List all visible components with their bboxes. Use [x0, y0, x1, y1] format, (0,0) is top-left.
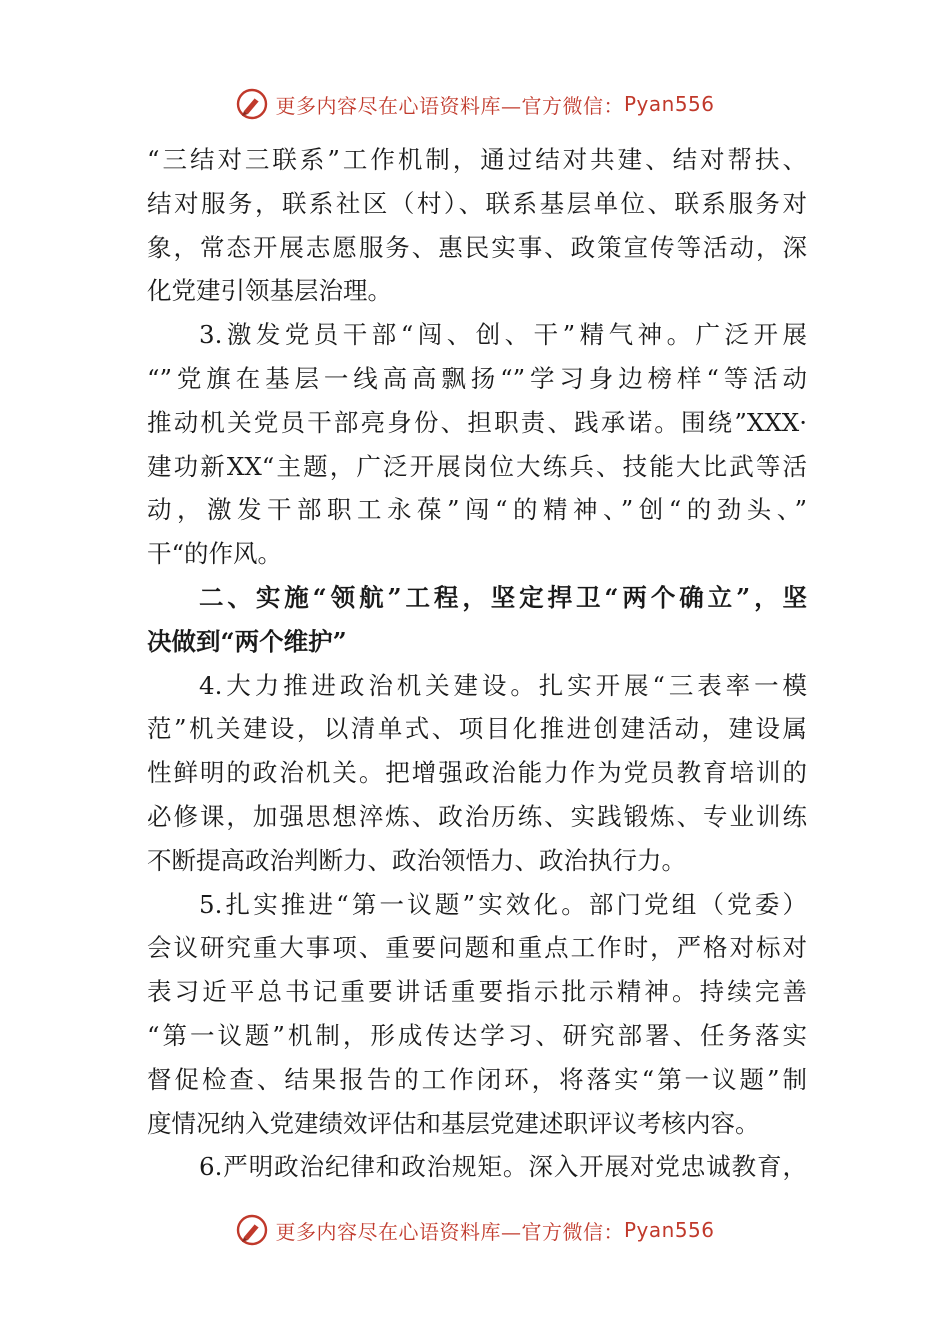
paragraph-line: 3.激发党员干部“闯、创、干”精气神。广泛开展 — [199, 320, 807, 350]
paragraph-line: 干“的作风。 — [147, 539, 283, 569]
paragraph-line: “”党旗在基层一线高高飘扬“”学习身边榜样“等活动 — [147, 363, 807, 393]
footer-watermark — [0, 1210, 950, 1250]
paragraph-line: 不断提高政治判断力、政治领悟力、政治执行力。 — [147, 845, 686, 875]
paragraph-line: “三结对三联系”工作机制，通过结对共建、结对帮扶、 — [147, 145, 807, 174]
paragraph-line: 象，常态开展志愿服务、惠民实事、政策宣传等活动，深 — [147, 232, 807, 262]
paragraph-line: 结对服务，联系社区（村）、联系基层单位、联系服务对 — [147, 188, 807, 218]
paragraph-line: 范”机关建设，以清单式、项目化推进创建活动，建设属 — [147, 714, 807, 744]
pen-logo-icon — [235, 1213, 269, 1247]
paragraph-line: 化党建引领基层治理。 — [147, 276, 392, 306]
document-body — [147, 138, 807, 1189]
paragraph-line: 建功新XX“主题，广泛开展岗位大练兵、技能大比武等活 — [147, 451, 807, 481]
watermark-text: 更多内容尽在心语资料库—官方微信： — [275, 1219, 624, 1244]
paragraph-line: 6.严明政治纪律和政治规矩。深入开展对党忠诚教育， — [199, 1152, 807, 1182]
paragraph-line: 推动机关党员干部亮身份、担职责、践承诺。围绕”XXX· — [147, 407, 807, 437]
paragraph-line: 表习近平总书记重要讲话重要指示批示精神。持续完善 — [147, 977, 807, 1007]
pen-logo-icon — [235, 87, 269, 121]
watermark-text: 更多内容尽在心语资料库—官方微信： — [275, 93, 624, 118]
paragraph-line: 4.大力推进政治机关建设。扎实开展“三表率一模 — [199, 670, 807, 700]
paragraph-line: 督促检查、结果报告的工作闭环，将落实“第一议题”制 — [147, 1064, 807, 1094]
paragraph-line: 度情况纳入党建绩效评估和基层党建述职评议考核内容。 — [147, 1108, 760, 1138]
section-heading-line: 二、实施“领航”工程，坚定捍卫“两个确立”，坚 — [199, 582, 807, 612]
paragraph-line: “第一议题”机制，形成传达学习、研究部署、任务落实 — [147, 1020, 807, 1050]
watermark-wechat-id: Pyan556 — [623, 92, 715, 116]
header-watermark — [0, 84, 950, 124]
paragraph-line: 必修课，加强思想淬炼、政治历练、实践锻炼、专业训练 — [147, 801, 807, 831]
watermark-wechat-id: Pyan556 — [623, 1218, 715, 1242]
paragraph-line: 动，激发干部职工永葆”闯“的精神、”创“的劲头、” — [147, 495, 807, 525]
paragraph-line: 会议研究重大事项、重要问题和重点工作时，严格对标对 — [147, 933, 807, 963]
paragraph-line: 性鲜明的政治机关。把增强政治能力作为党员教育培训的 — [147, 758, 807, 788]
section-heading-line: 决做到“两个维护” — [147, 626, 347, 656]
paragraph-line: 5.扎实推进“第一议题”实效化。部门党组（党委） — [199, 889, 807, 919]
